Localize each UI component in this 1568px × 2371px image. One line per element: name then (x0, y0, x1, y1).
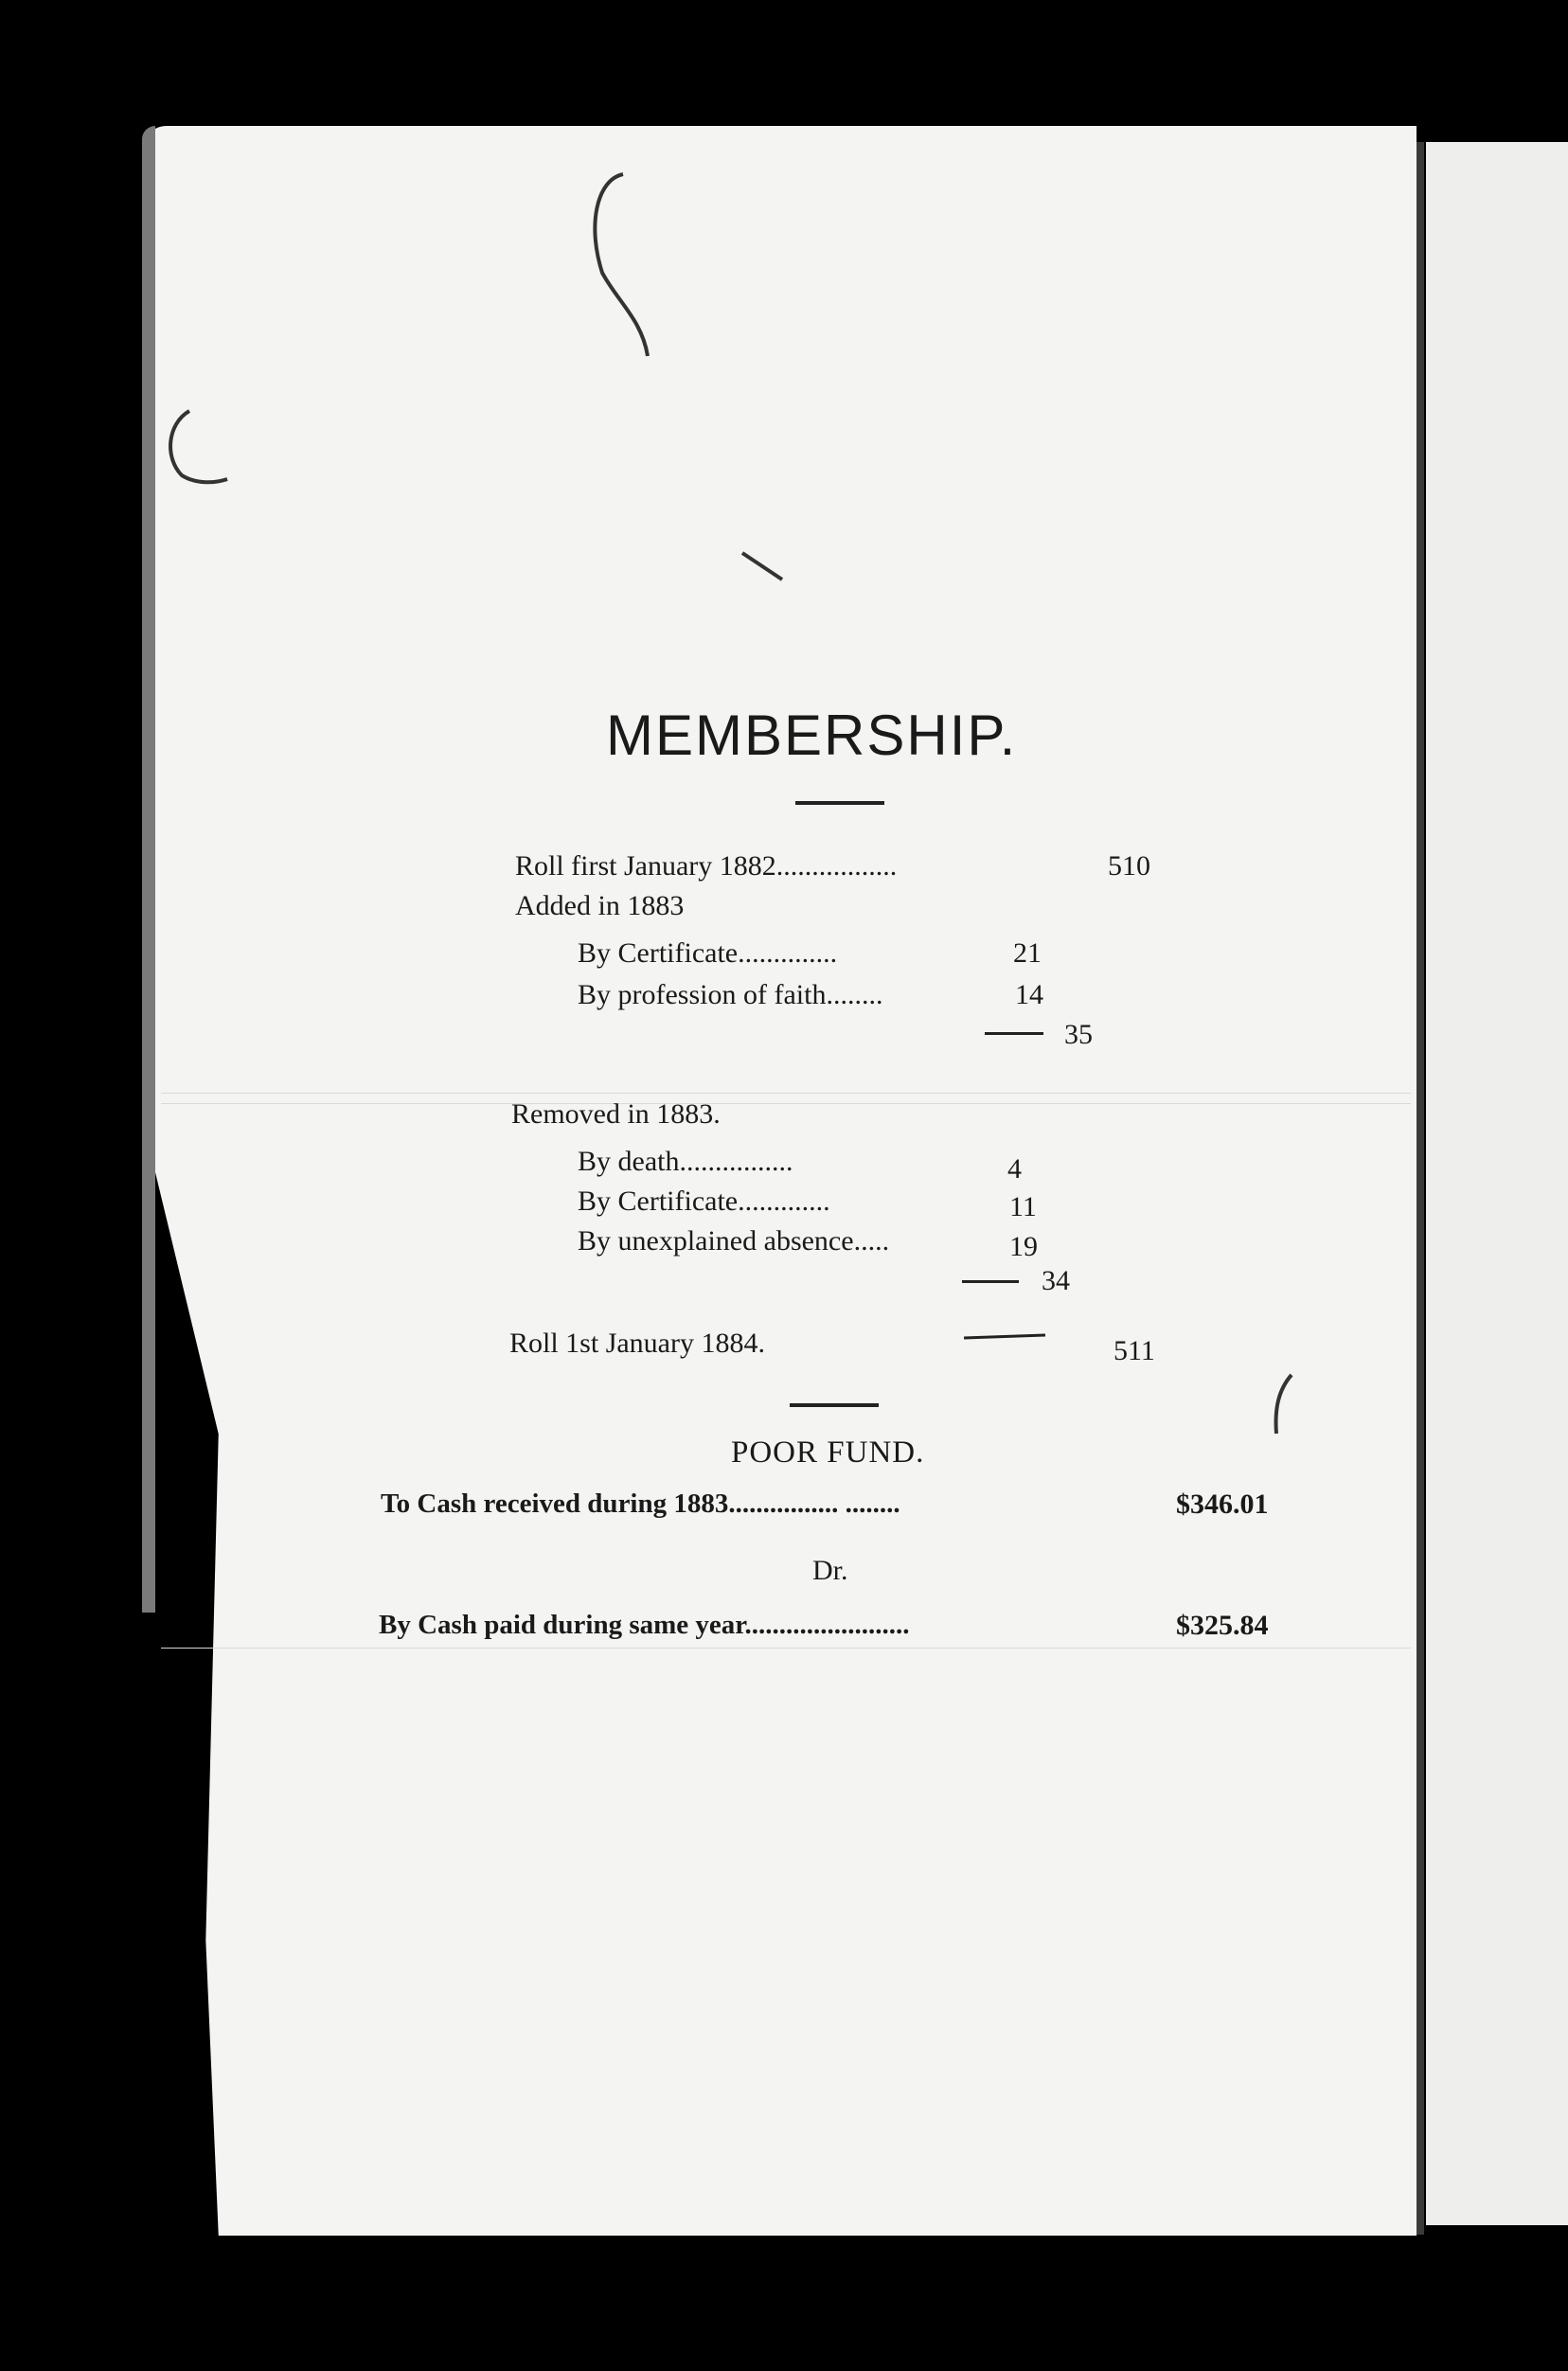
roll-end-label: Roll 1st January 1884. (509, 1328, 765, 1359)
total-rule (964, 1334, 1045, 1340)
cash-received-value: $346.01 (1176, 1489, 1269, 1520)
added-item-value: 14 (1015, 979, 1043, 1010)
cash-paid-value: $325.84 (1176, 1610, 1269, 1641)
subtotal-rule (962, 1280, 1019, 1283)
roll-start-label: Roll first January 1882................. (515, 850, 898, 882)
removed-item-value: 4 (1007, 1153, 1022, 1185)
subtotal-rule (985, 1032, 1043, 1035)
cash-received-label: To Cash received during 1883................ ........ (381, 1489, 900, 1519)
removed-item-value: 19 (1009, 1231, 1038, 1262)
added-total: 35 (1064, 1019, 1093, 1050)
poor-fund-heading: POOR FUND. (731, 1435, 925, 1470)
added-item-label: By profession of faith........ (578, 979, 883, 1010)
title-underline (795, 801, 884, 805)
removed-item-label: By death................ (578, 1146, 793, 1177)
added-item-value: 21 (1013, 937, 1042, 969)
removed-total: 34 (1042, 1265, 1070, 1296)
dr-label: Dr. (812, 1555, 848, 1586)
cash-paid-label: By Cash paid during same year........................ (379, 1610, 910, 1640)
removed-item-value: 11 (1009, 1191, 1037, 1222)
removed-item-label: By Certificate............. (578, 1186, 830, 1217)
page-title: MEMBERSHIP. (606, 704, 1018, 767)
section-divider (790, 1403, 879, 1407)
roll-end-value: 511 (1114, 1335, 1155, 1366)
removed-item-label: By unexplained absence..... (578, 1225, 890, 1257)
roll-start-value: 510 (1108, 850, 1150, 882)
removed-heading: Removed in 1883. (511, 1098, 721, 1130)
added-item-label: By Certificate.............. (578, 937, 838, 969)
added-heading: Added in 1883 (515, 890, 685, 921)
